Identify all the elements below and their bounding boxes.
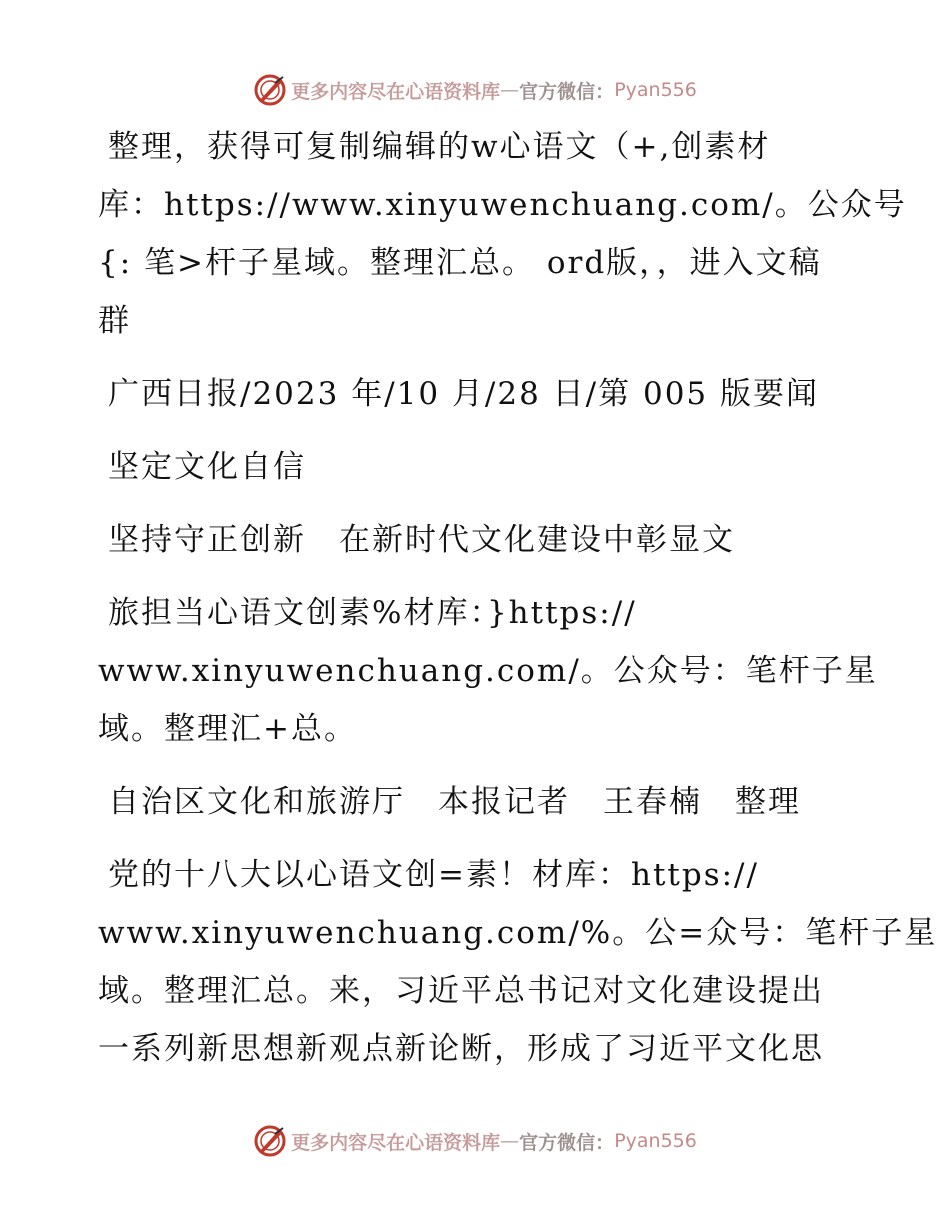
article-subtitle — [98, 511, 868, 569]
text-line: 自治区文化和旅游厅 本报记者 王春楠 整理 — [108, 784, 801, 820]
text-line: {: 笔>杆子星域。整理汇总。 ord版，，进入文稿 — [98, 245, 822, 281]
article-title — [98, 438, 868, 496]
quill-emblem-icon — [253, 73, 287, 107]
document-body — [98, 118, 938, 1093]
banner-wechat-id: Pyan556 — [614, 79, 697, 101]
banner-official-label: 官方微信： — [519, 80, 615, 103]
text-line: 整理，获得可复制编辑的w心语文（+,创素材 — [108, 129, 771, 165]
text-line: www.xinyuwenchuang.com/%。公=众号：笔杆子星 — [98, 915, 938, 951]
text-line: 坚定文化自信 — [108, 449, 306, 485]
banner-site-text: 更多内容尽在心语资料库 — [291, 80, 501, 103]
paragraph-body — [98, 846, 938, 1078]
text-line: 库：https://www.xinyuwenchuang.com/。公众号 — [98, 187, 907, 223]
banner-wechat-id: Pyan556 — [614, 1130, 697, 1152]
banner-site-text: 更多内容尽在心语资料库 — [291, 1131, 501, 1154]
header-banner — [0, 70, 950, 110]
footer-banner — [0, 1121, 950, 1161]
text-line: 坚持守正创新 在新时代文化建设中彰显文 — [108, 522, 735, 558]
paragraph-subtitle-continued — [98, 584, 878, 758]
text-line: 旅担当心语文创素%材库：}https:// — [108, 595, 637, 631]
banner-separator: — — [500, 79, 520, 101]
text-line: 域。整理汇+总。 — [98, 711, 357, 747]
text-line: 广西日报/2023 年/10 月/28 日/第 005 版要闻 — [108, 376, 820, 412]
paragraph-intro — [98, 118, 907, 350]
text-line: 党的十八大以心语文创=素！材库：https:// — [108, 857, 759, 893]
text-line: 域。整理汇总。来，习近平总书记对文化建设提出 — [98, 973, 824, 1009]
paragraph-source — [98, 365, 868, 423]
text-line: 群 — [98, 303, 131, 339]
text-line: www.xinyuwenchuang.com/。公众号：笔杆子星 — [98, 653, 878, 689]
banner-separator: — — [500, 1130, 520, 1152]
banner-official-label: 官方微信： — [519, 1131, 615, 1154]
quill-emblem-icon — [253, 1124, 287, 1158]
text-line: 一系列新思想新观点新论断，形成了习近平文化思 — [98, 1031, 824, 1067]
paragraph-byline — [98, 773, 868, 831]
